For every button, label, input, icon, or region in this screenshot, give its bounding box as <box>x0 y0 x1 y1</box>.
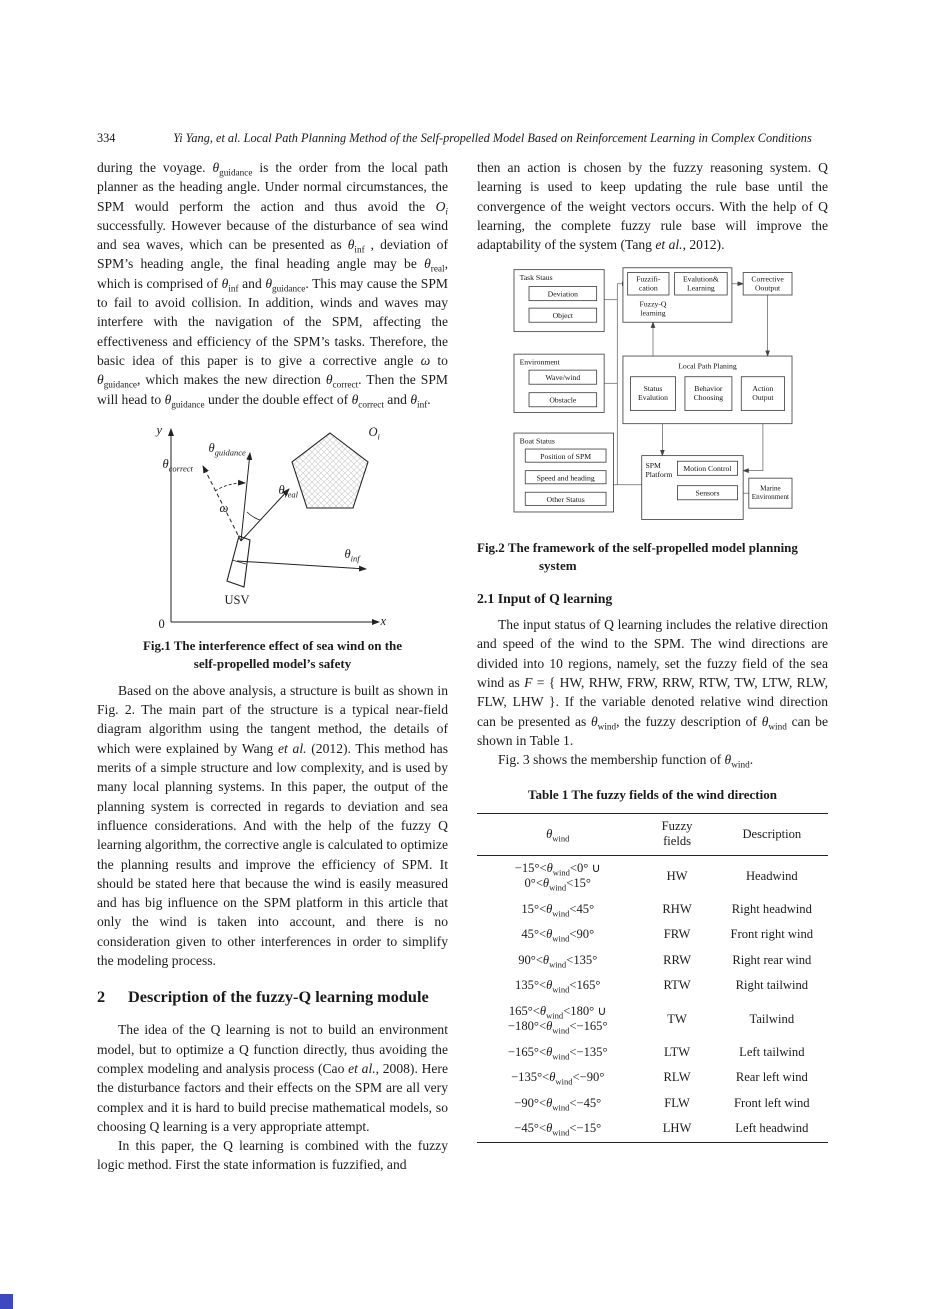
figure-2-diagram <box>512 264 794 532</box>
table-row <box>477 922 828 948</box>
fig2-label-spm-platform-line2: Platform <box>644 470 672 480</box>
paragraph-structure: Based on the above analysis, a structure is built as shown in Fig. 2. The main part of the structure is a typical near-field diagram algorithm using the tangent method, the details of which were explained by Wang et al. (2012). This method has merits of a simple structure and low complexity, and is used by many local planning systems. In this paper, the output of the planning system is corrected in regards to deviation and sea influence considerations. And with the help of the fuzzy Q learning algorithm, the corrective angle is calculated to optimize the planning results and improve the efficiency of SPM. It should be stated here that because the wind is easily measured and has big influence on the SPM platform in this article that only the wind is taken into account, and there is no consideration given to other interferences in order to simplify the modeling process. <box>97 682 448 969</box>
fig2-label-behavior-choosing-line1: Behavior <box>693 384 723 394</box>
cell-fuzzy-field: RRW <box>663 952 692 967</box>
cell-fuzzy-field: LTW <box>664 1044 691 1059</box>
figure-1-diagram <box>153 419 393 631</box>
fig2-label-other-status: Other Status <box>546 495 585 505</box>
fig2-label-behavior-choosing-line2: Choosing <box>693 393 723 403</box>
cell-fuzzy-field: RTW <box>663 978 691 993</box>
running-title: Yi Yang, et al. Local Path Planning Method of the Self-propelled Model Based on Reinforcement Learning in Complex Conditions <box>173 131 812 145</box>
cell-description: Right headwind <box>731 901 812 916</box>
figure-1-caption <box>97 637 448 673</box>
fig2-label-action-output-line2: Output <box>751 393 774 403</box>
fig2-label-fuzzification-line1: Fuzzifi- <box>635 274 660 284</box>
header-theta-wind: $\theta_{wind}$ <box>546 826 570 844</box>
paragraph-fuzzy-combination: In this paper, the Q learning is combined with the fuzzy logic method. First the state information is fuzzified, and <box>97 1138 448 1173</box>
fig2-label-fuzzification-line2: cation <box>638 283 658 293</box>
fig2-label-marine-line2: Environment <box>751 493 789 502</box>
cell-description: Tailwind <box>749 1011 795 1026</box>
fig2-label-deviation: Deviation <box>547 289 578 299</box>
header-fuzzy-fields <box>638 813 715 855</box>
figure-2 <box>477 264 828 574</box>
cell-theta-range: $45^\circ<\theta_{wind}<90^\circ$ <box>521 927 595 944</box>
fig1-label-obstacle: $O_i$ <box>368 424 380 442</box>
fig1-label-theta-real: $\theta_{real}$ <box>278 482 299 500</box>
fig2-label-motion-control: Motion Control <box>682 464 732 474</box>
cell-theta-range: $135^\circ<\theta_{wind}<165^\circ$ <box>515 978 601 995</box>
fig2-label-corrective-line1: Corrective <box>750 274 784 284</box>
fig1-label-x-axis: x <box>380 613 387 628</box>
paragraph-input-status: The input status of Q learning includes the relative direction and speed of the wind to the SPM. The wind directions are divided into 10 regions, namely, set the fuzzy field of the sea wind as F = { HW, RHW, FRW, RRW, RTW, TW, LTW, RLW, FLW, LHW }. If the variable denoted relative wind direction can be presented as $\theta_{wind}$, the fuzzy description of $\theta_{wind}$ can be shown in Table 1. <box>477 617 828 748</box>
cell-theta-range: $-135^\circ<\theta_{wind}<-90^\circ$ <box>511 1070 605 1087</box>
fig2-label-wave-wind: Wave/wind <box>544 373 580 383</box>
fig2-label-fuzzyq-line1: Fuzzy-Q <box>639 299 666 309</box>
fig2-label-obstacle: Obstacle <box>548 396 576 406</box>
table-row <box>477 855 828 897</box>
cell-fuzzy-field: TW <box>667 1011 687 1026</box>
cell-fuzzy-field: LHW <box>662 1121 692 1136</box>
fig2-label-task-status: Task Staus <box>519 273 553 283</box>
table-row <box>477 973 828 999</box>
header-fuzzy-fields-line2: fields <box>663 834 692 849</box>
figure-2-caption-line1: Fig.2 The framework of the self-propelled model planning <box>477 539 798 555</box>
cell-description: Right rear wind <box>732 952 812 967</box>
table-1-title: Table 1 The fuzzy fields of the wind direction <box>528 787 777 803</box>
table-row <box>477 999 828 1040</box>
header-fuzzy-fields-line1: Fuzzy <box>661 818 693 833</box>
cell-theta-range: $-45^\circ<\theta_{wind}<-15^\circ$ <box>514 1121 602 1138</box>
table-row <box>477 897 828 923</box>
fig2-label-status-evaluation-line1: Status <box>643 384 662 394</box>
fig2-label-object: Object <box>552 311 573 321</box>
cell-fuzzy-field: RHW <box>662 901 692 916</box>
fig2-label-speed-heading: Speed and heading <box>536 473 595 483</box>
paragraph-voyage: during the voyage. $\theta_{guidance}$ is the order from the local path planner as the heading angle. Under normal circumstances, the SPM would perform the action and thus avoid the $O_i$ successfully. However because of the disturbance of sea wind and sea waves, which can be presented as $\theta_{inf}$ , deviation of SPM’s heading angle, the final heading angle may be $\theta_{real}$, which is comprised of $\theta_{inf}$ and $\theta_{guidance}$. This may cause the SPM to fail to avoid collision. In addition, winds and waves may interfere with the navigation of the SPM, affecting the effectiveness and efficiency of the SPM’s tasks. Therefore, the basic idea of this paper is to give a corrective angle ω to $\theta_{guidance}$, which makes the new direction $\theta_{correct}$. Then the SPM will head to $\theta_{guidance}$ under the double effect of $\theta_{correct}$ and $\theta_{inf}$. <box>97 160 449 410</box>
fig2-label-local-path-planning: Local Path Planing <box>677 361 737 371</box>
cell-theta-range: $15^\circ<\theta_{wind}<45^\circ$ <box>521 901 595 919</box>
theta-guidance-arrow <box>241 453 250 541</box>
cell-theta-range: $-15^\circ<\theta_{wind}<0^\circ$ ∪ $0^\circ<\theta_{wind}<15^\circ$ <box>514 860 601 893</box>
table-1-header <box>477 813 828 855</box>
table-row <box>477 1116 828 1142</box>
left-column <box>97 158 448 1175</box>
paragraph-fig3-reference: Fig. 3 shows the membership function of $\theta_{wind}$. <box>498 752 754 770</box>
table1-body <box>477 855 828 1142</box>
cell-description: Front right wind <box>730 927 814 942</box>
angle-arc <box>247 512 260 520</box>
section-2-number: 2 <box>97 987 106 1007</box>
cell-theta-range: $90^\circ<\theta_{wind}<135^\circ$ <box>518 952 598 970</box>
fig2-label-position-of-spm: Position of SPM <box>539 452 591 462</box>
cell-theta-range: $165^\circ<\theta_{wind}<180^\circ$ ∪ $-180^\circ<\theta_{wind}<-165^\circ$ <box>507 1003 608 1036</box>
table-row <box>477 1065 828 1091</box>
fig1-label-omega: ω <box>219 500 229 515</box>
table-row <box>477 1040 828 1066</box>
cell-theta-range: $-90^\circ<\theta_{wind}<-45^\circ$ <box>514 1095 602 1113</box>
header-description: Description <box>742 826 802 841</box>
page-corner-mark <box>0 1294 13 1309</box>
paragraph-action-chosen: then an action is chosen by the fuzzy reasoning system. Q learning is used to keep updating the rule base until the convergence of the weight vectors occurs. With the help of Q learning, the complete fuzzy rule base will improve the adaptability of the system (Tang et al., 2012). <box>477 160 828 253</box>
cell-fuzzy-field: RLW <box>663 1070 691 1085</box>
section-2-title: Description of the fuzzy-Q learning module <box>128 987 429 1007</box>
fig1-label-usv: USV <box>224 592 250 607</box>
fig2-label-environment: Environment <box>519 357 560 367</box>
fig2-label-status-evaluation-line2: Evalution <box>637 393 668 403</box>
fig2-label-action-output-line1: Action <box>751 384 773 394</box>
fig1-label-origin: 0 <box>158 616 165 631</box>
figure-2-caption <box>477 539 828 575</box>
right-column <box>477 158 828 1143</box>
figure-1-caption-line2: self-propelled model’s safety <box>193 655 352 671</box>
fig2-label-sensors: Sensors <box>695 489 719 499</box>
fig2-label-boat-status: Boat Status <box>519 436 555 446</box>
page-number: 334 <box>97 131 116 145</box>
fig1-label-theta-guidance: $\theta_{guidance}$ <box>208 440 246 458</box>
fig2-label-spm-platform-line1: SPM <box>644 461 661 471</box>
paragraph-q-learning-idea: The idea of the Q learning is not to build an environment model, but to optimize a Q function directly, thus avoiding the complex modeling and analysis process (Cao et al., 2008). Here the disturbance factors and their effects on the SPM are all very complex and it is hard to build precise mathematical models, so choosing Q learning is a very appropriate attempt. <box>97 1022 448 1134</box>
table-row <box>477 948 828 974</box>
table-row <box>477 1091 828 1117</box>
cell-fuzzy-field: HW <box>666 868 688 883</box>
fig2-label-evaluation-line2: Learning <box>686 283 715 293</box>
section-2-heading <box>97 986 448 1008</box>
section-2-1-heading: 2.1 Input of Q learning <box>477 590 613 606</box>
fig2-label-evaluation-line1: Evalution& <box>682 274 719 284</box>
fig2-label-corrective-line2: Ooutput <box>754 283 780 293</box>
fig1-label-y-axis: y <box>156 422 163 437</box>
cell-theta-range: $-165^\circ<\theta_{wind}<-135^\circ$ <box>507 1044 608 1062</box>
fig1-label-theta-correct: $\theta_{correct}$ <box>162 456 193 474</box>
page-header <box>97 131 828 146</box>
figure-2-svg <box>512 264 794 527</box>
cell-description: Left tailwind <box>739 1044 805 1059</box>
cell-fuzzy-field: FLW <box>664 1095 690 1110</box>
figure-2-caption-line2: system <box>539 557 577 573</box>
fig1-label-theta-inf: $\theta_{inf}$ <box>344 546 360 564</box>
cell-description: Front left wind <box>734 1095 810 1110</box>
obstacle-pentagon <box>292 433 368 508</box>
figure-1 <box>97 419 448 673</box>
table-1 <box>477 785 828 1142</box>
cell-description: Headwind <box>745 868 798 883</box>
cell-description: Right tailwind <box>735 978 809 993</box>
fig2-label-marine-line1: Marine <box>759 484 781 493</box>
cell-description: Left headwind <box>735 1121 809 1136</box>
figure-1-svg <box>153 419 393 631</box>
omega-arc <box>215 483 245 491</box>
cell-fuzzy-field: FRW <box>663 927 691 942</box>
cell-description: Rear left wind <box>735 1070 808 1085</box>
figure-1-caption-line1: Fig.1 The interference effect of sea wind on the <box>142 637 403 653</box>
table-1-grid <box>477 813 828 1143</box>
fig2-label-fuzzyq-line2: learning <box>639 309 666 319</box>
